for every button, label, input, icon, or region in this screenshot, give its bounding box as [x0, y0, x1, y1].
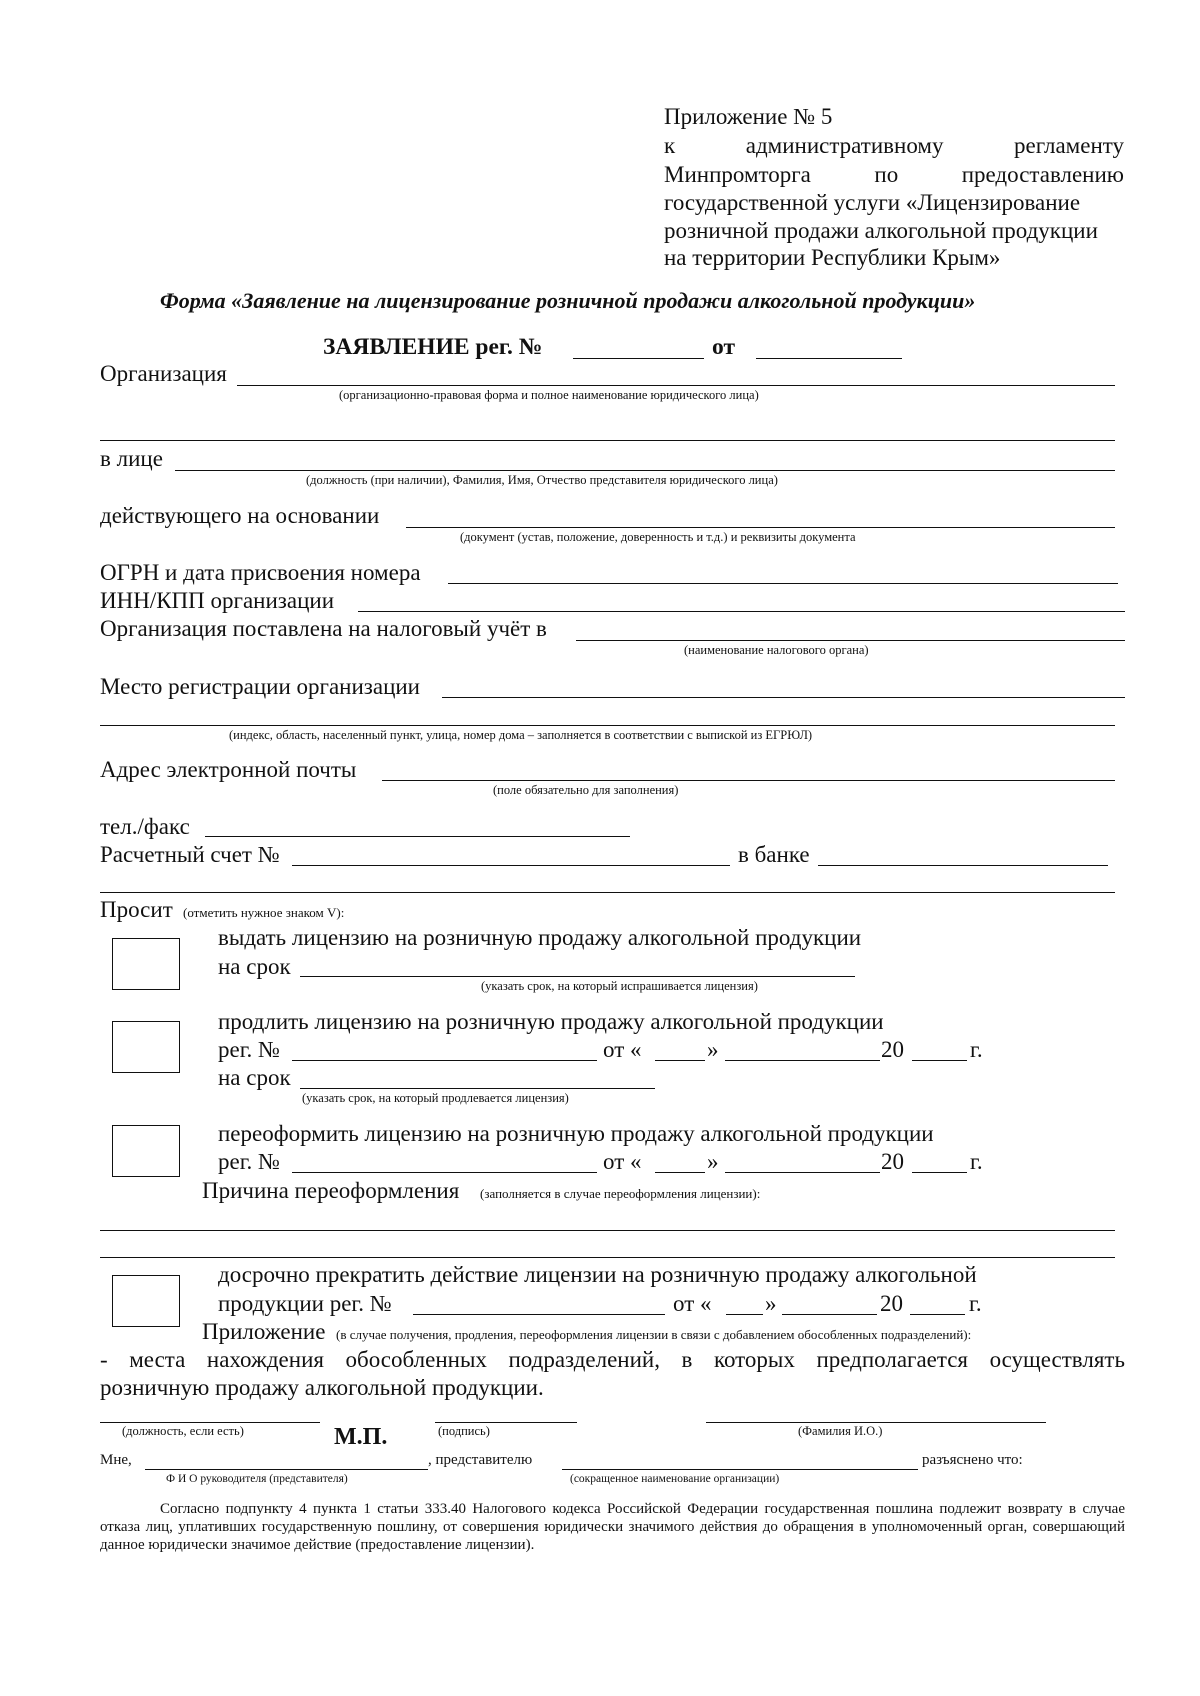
reason-hint: (заполняется в случае переоформления лицензии): — [480, 1186, 761, 1201]
inn-line[interactable] — [358, 611, 1125, 612]
option-extend-checkbox[interactable] — [112, 1021, 180, 1073]
annex-line-3: Минпромторга по предоставлению — [664, 162, 1124, 187]
attachment-line-2: розничную продажу алкогольной продукции. — [100, 1375, 544, 1400]
position-line[interactable] — [100, 1422, 320, 1423]
full-name-hint: (Фамилия И.О.) — [798, 1424, 883, 1438]
option-extend-term-label: на срок — [218, 1065, 291, 1090]
bank-line-2[interactable] — [100, 892, 1115, 893]
annex-line-2: к административному регламенту — [664, 133, 1124, 158]
option-issue-checkbox[interactable] — [112, 938, 180, 990]
phone-line[interactable] — [205, 836, 630, 837]
statement-date-line[interactable] — [756, 358, 902, 359]
basis-label: действующего на основании — [100, 503, 380, 528]
signature-hint: (подпись) — [438, 1424, 490, 1438]
option-terminate-year-line[interactable] — [910, 1314, 965, 1315]
reg-place-line[interactable] — [442, 697, 1125, 698]
reg-place-hint: (индекс, область, населенный пункт, улица, номер дома – заполняется в соответствии с выпиской из ЕГРЮЛ) — [229, 728, 813, 742]
email-hint: (поле обязательно для заполнения) — [493, 783, 679, 797]
option-terminate-reg-line[interactable] — [413, 1314, 665, 1315]
option-extend-term-hint: (указать срок, на который продлевается лицензия) — [302, 1091, 569, 1105]
option-reissue-year-suffix: г. — [970, 1149, 983, 1174]
organization-label: Организация — [100, 361, 227, 386]
reason-line-1[interactable] — [100, 1230, 1115, 1231]
request-hint: (отметить нужное знаком V): — [183, 905, 345, 920]
annex-line-5: розничной продажи алкогольной продукции — [664, 218, 1098, 243]
option-reissue-close-quote: » — [707, 1149, 719, 1174]
option-extend-reg-label: рег. № — [218, 1037, 280, 1062]
representative-label: , представителю — [428, 1452, 533, 1468]
reg-number-line[interactable] — [573, 358, 704, 359]
option-terminate-month-line[interactable] — [782, 1314, 877, 1315]
org-short-name-line[interactable] — [562, 1469, 918, 1470]
reg-place-label: Место регистрации организации — [100, 674, 420, 699]
reason-label: Причина переоформления — [202, 1178, 460, 1203]
request-label: Просит — [100, 897, 173, 922]
option-reissue-reg-label: рег. № — [218, 1149, 280, 1174]
phone-label: тел./факс — [100, 814, 190, 839]
option-extend-close-quote: » — [707, 1037, 719, 1062]
option-reissue-year-prefix: 20 — [881, 1149, 904, 1174]
ogrn-line[interactable] — [448, 583, 1118, 584]
annex-line-6: на территории Республики Крым» — [664, 245, 1001, 270]
option-issue-text: выдать лицензию на розничную продажу алкогольной продукции — [218, 925, 862, 950]
option-issue-term-hint: (указать срок, на который испрашивается лицензия) — [481, 979, 758, 993]
represented-label: в лице — [100, 446, 163, 471]
inn-label: ИНН/КПП организации — [100, 588, 335, 613]
represented-hint: (должность (при наличии), Фамилия, Имя, Отчество представителя юридического лица) — [306, 473, 778, 487]
option-terminate-year-suffix: г. — [969, 1291, 982, 1316]
bank-line[interactable] — [818, 865, 1108, 866]
email-label: Адрес электронной почты — [100, 757, 357, 782]
position-hint: (должность, если есть) — [122, 1424, 244, 1438]
head-name-hint: Ф И О руководителя (представителя) — [166, 1473, 348, 1485]
option-extend-year-suffix: г. — [970, 1037, 983, 1062]
me-label: Мне, — [100, 1452, 132, 1468]
form-title: Форма «Заявление на лицензирование розничной продажи алкогольной продукции» — [160, 288, 976, 313]
option-reissue-month-line[interactable] — [725, 1172, 880, 1173]
full-name-line[interactable] — [706, 1422, 1046, 1423]
org-short-name-hint: (сокращенное наименование организации) — [570, 1473, 780, 1485]
option-reissue-from: от « — [603, 1149, 642, 1174]
attachment-label: Приложение — [202, 1319, 326, 1344]
organization-line-2[interactable] — [100, 440, 1115, 441]
represented-line[interactable] — [175, 470, 1115, 471]
explained-label: разъяснено что: — [922, 1452, 1023, 1468]
attachment-hint: (в случае получения, продления, переоформления лицензии в связи с добавлением обособленных подразделений): — [336, 1327, 972, 1342]
organization-hint: (организационно-правовая форма и полное наименование юридического лица) — [339, 388, 759, 402]
stamp-label: М.П. — [334, 1424, 388, 1450]
statement-heading: ЗАЯВЛЕНИЕ рег. № — [323, 334, 543, 360]
option-extend-month-line[interactable] — [725, 1060, 880, 1061]
option-extend-day-line[interactable] — [655, 1060, 705, 1061]
account-label: Расчетный счет № — [100, 842, 280, 867]
option-terminate-from: от « — [673, 1291, 712, 1316]
basis-hint: (документ (устав, положение, доверенность и т.д.) и реквизиты документа — [460, 530, 856, 544]
statement-from: от — [712, 334, 735, 360]
account-line[interactable] — [292, 865, 730, 866]
option-extend-year-line[interactable] — [912, 1060, 967, 1061]
option-reissue-text: переоформить лицензию на розничную продажу алкогольной продукции — [218, 1121, 934, 1146]
head-name-line[interactable] — [145, 1469, 428, 1470]
option-issue-term-label: на срок — [218, 954, 291, 979]
option-reissue-year-line[interactable] — [912, 1172, 967, 1173]
option-terminate-checkbox[interactable] — [112, 1275, 180, 1327]
ogrn-label: ОГРН и дата присвоения номера — [100, 560, 421, 585]
option-issue-term-line[interactable] — [300, 976, 855, 977]
option-reissue-reg-line[interactable] — [292, 1172, 597, 1173]
bank-label: в банке — [738, 842, 810, 867]
organization-line[interactable] — [237, 385, 1115, 386]
basis-line[interactable] — [406, 527, 1115, 528]
annex-number: Приложение № 5 — [664, 104, 833, 129]
signature-line[interactable] — [435, 1422, 577, 1423]
option-reissue-day-line[interactable] — [655, 1172, 705, 1173]
footer-note: Согласно подпункту 4 пункта 1 статьи 333.40 Налогового кодекса Российской Федерации государственная пошлина подлежит возврату в случае отказа лиц, уплативших государственную пошлину, от совершения юридически значимого действия до обращения в уполномоченный орган, совершающий данное юридически значимое действие (предоставление лицензии). — [100, 1501, 1125, 1553]
tax-label: Организация поставлена на налоговый учёт в — [100, 616, 547, 641]
email-line[interactable] — [382, 780, 1115, 781]
reason-line-2[interactable] — [100, 1257, 1115, 1258]
option-extend-reg-line[interactable] — [292, 1060, 597, 1061]
option-extend-from: от « — [603, 1037, 642, 1062]
option-terminate-text: досрочно прекратить действие лицензии на розничную продажу алкогольной — [218, 1262, 977, 1287]
tax-hint: (наименование налогового органа) — [684, 643, 869, 657]
tax-line[interactable] — [576, 640, 1125, 641]
option-terminate-year-prefix: 20 — [880, 1291, 903, 1316]
attachment-line-1: - места нахождения обособленных подразделений, в которых предполагается осуществлять — [100, 1347, 1125, 1372]
annex-line-4: государственной услуги «Лицензирование — [664, 190, 1081, 215]
option-terminate-close-quote: » — [765, 1291, 777, 1316]
option-terminate-day-line[interactable] — [726, 1314, 763, 1315]
option-extend-year-prefix: 20 — [881, 1037, 904, 1062]
option-extend-term-line[interactable] — [300, 1088, 655, 1089]
reg-place-line-2[interactable] — [100, 725, 1115, 726]
option-reissue-checkbox[interactable] — [112, 1125, 180, 1177]
option-terminate-reg-label: продукции рег. № — [218, 1291, 392, 1316]
option-extend-text: продлить лицензию на розничную продажу алкогольной продукции — [218, 1009, 884, 1034]
